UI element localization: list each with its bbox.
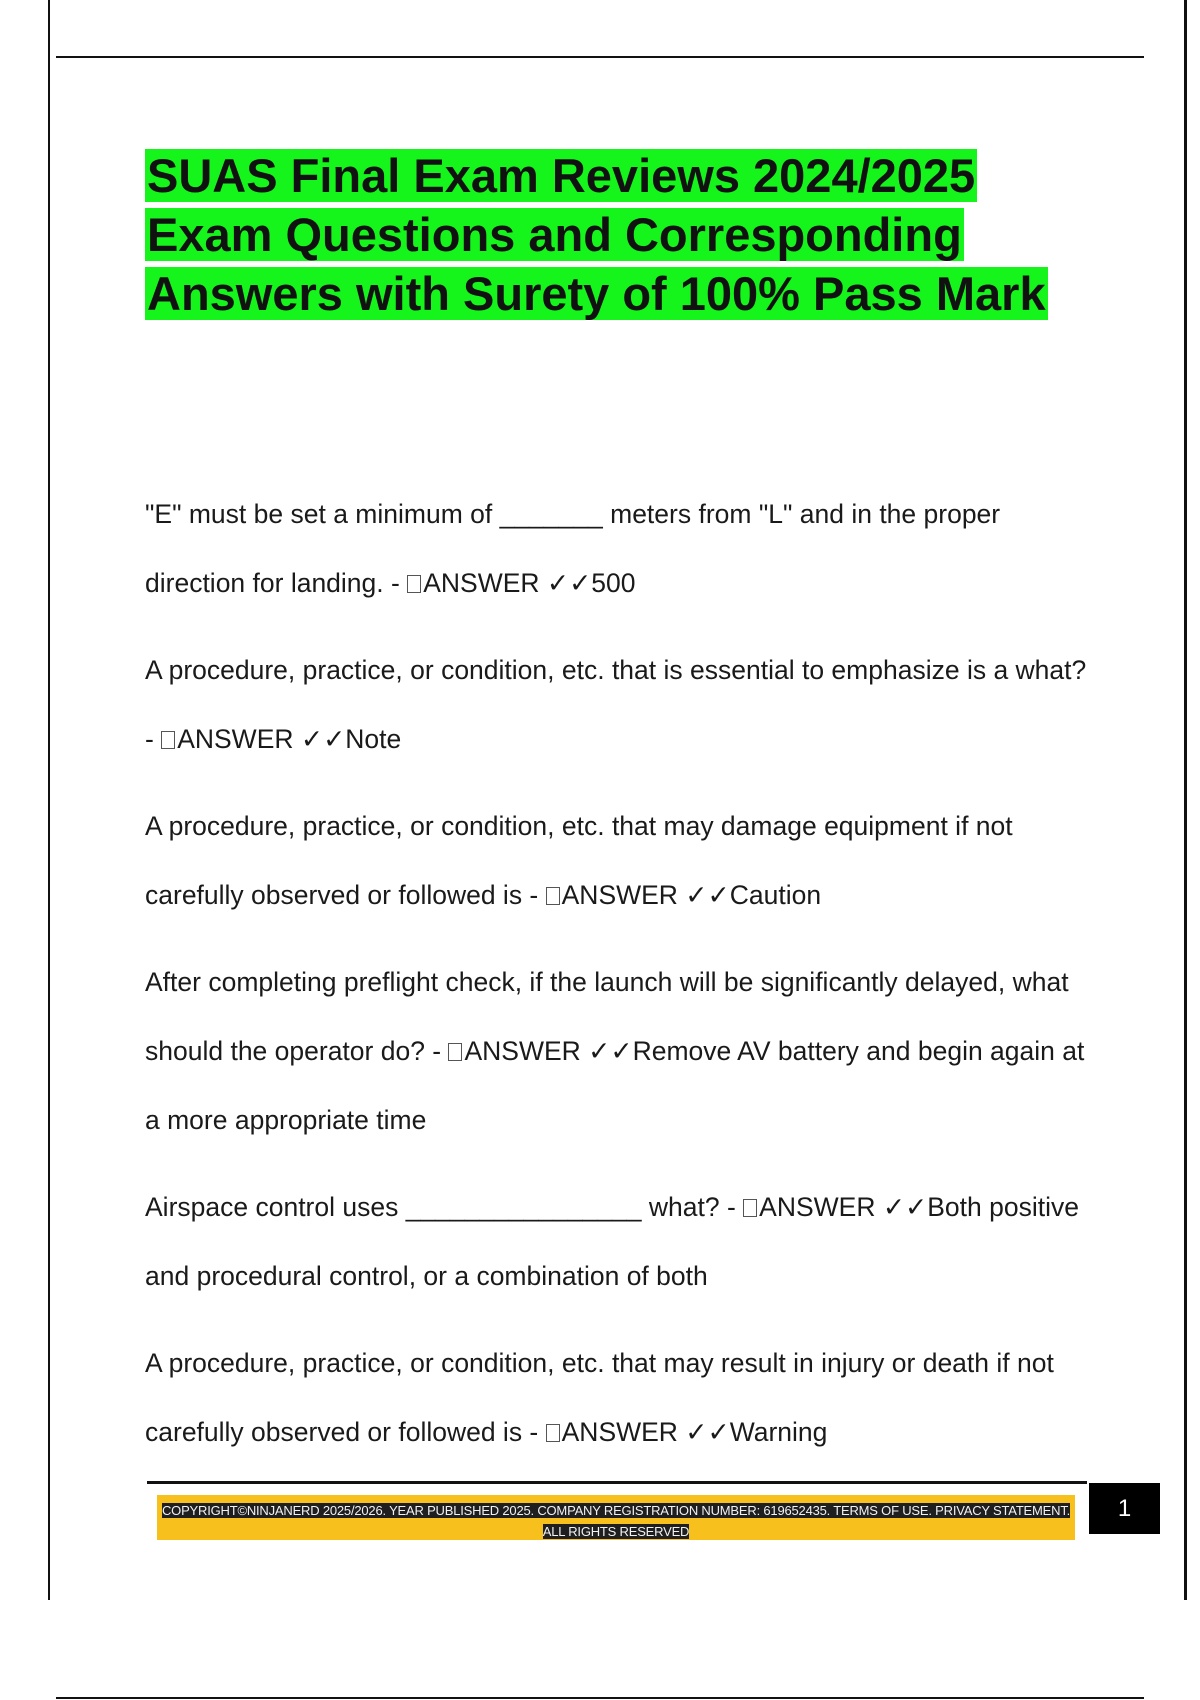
answer-text: Remove AV battery and begin again at a more appropriate time (145, 1036, 1085, 1135)
qa-item (145, 1329, 1095, 1467)
qa-item (145, 948, 1095, 1155)
answer-prefix: ANSWER ✓✓ (423, 568, 592, 598)
qa-item (145, 480, 1095, 618)
page-border-right (1184, 0, 1187, 1600)
checkbox-glyph-icon (407, 575, 421, 593)
qa-list (145, 480, 1095, 1485)
checkbox-glyph-icon (161, 731, 175, 749)
page-break-rule (56, 1697, 1144, 1699)
title-highlight: SUAS Final Exam Reviews 2024/2025 Exam Questions and Corresponding Answers with Surety of 100% Pass Mark (147, 149, 1046, 320)
page-number: 1 (1089, 1483, 1160, 1534)
question-text: Airspace control uses ________________ what? - (145, 1192, 744, 1222)
footer-copyright (157, 1500, 1075, 1542)
answer-text: Caution (729, 880, 822, 910)
footer-copyright-text: COPYRIGHT©NINJANERD 2025/2026. YEAR PUBLISHED 2025. COMPANY REGISTRATION NUMBER: 619652435. TERMS OF USE. PRIVACY STATEMENT. ALL RIGHTS RESERVED (161, 1503, 1071, 1539)
answer-text: Both positive and procedural control, or a combination of both (145, 1192, 1079, 1291)
checkbox-glyph-icon (448, 1043, 462, 1061)
answer-prefix: ANSWER ✓✓ (561, 880, 730, 910)
qa-item (145, 636, 1095, 774)
footer-rule (147, 1481, 1087, 1484)
answer-text: Note (345, 724, 402, 754)
document-title (145, 146, 1095, 323)
answer-text: Warning (729, 1417, 828, 1447)
checkbox-glyph-icon (546, 887, 560, 905)
question-text: "E" must be set a minimum of _______ meters from "L" and in the proper direction for landing. - (145, 499, 1001, 598)
answer-prefix: ANSWER ✓✓ (177, 724, 346, 754)
checkbox-glyph-icon (743, 1199, 757, 1217)
question-text: A procedure, practice, or condition, etc. that may damage equipment if not carefully observed or followed is - (145, 811, 1013, 910)
checkbox-glyph-icon (546, 1424, 560, 1442)
question-text: After completing preflight check, if the launch will be significantly delayed, what should the operator do? - (145, 967, 1069, 1066)
qa-item (145, 792, 1095, 930)
answer-prefix: ANSWER ✓✓ (561, 1417, 730, 1447)
question-text: A procedure, practice, or condition, etc. that may result in injury or death if not carefully observed or followed is - (145, 1348, 1054, 1447)
qa-item (145, 1173, 1095, 1311)
answer-text: 500 (591, 568, 636, 598)
page-border-left (48, 0, 50, 1600)
question-text: A procedure, practice, or condition, etc. that is essential to emphasize is a what? - (145, 655, 1087, 754)
answer-prefix: ANSWER ✓✓ (464, 1036, 633, 1066)
header-rule (56, 56, 1144, 58)
answer-prefix: ANSWER ✓✓ (759, 1192, 928, 1222)
